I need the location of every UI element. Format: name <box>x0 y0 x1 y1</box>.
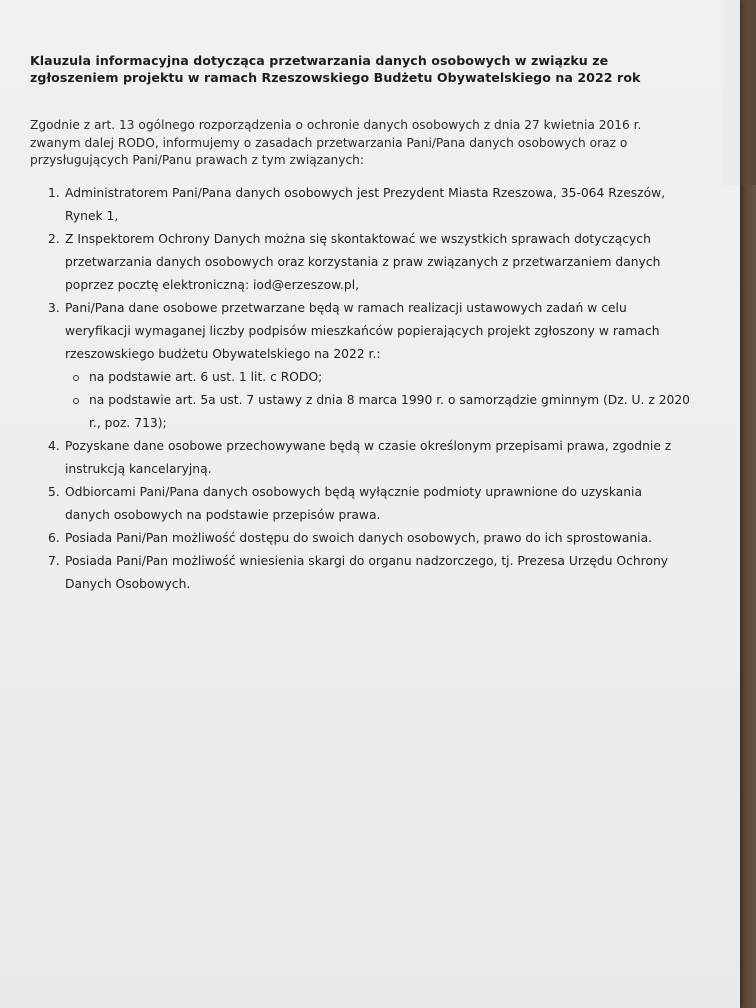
clause-text: Posiada Pani/Pan możliwość wniesienia skargi do organu nadzorczego, tj. Prezesa Urzędu Ochrony Danych Osobowych. <box>65 554 669 591</box>
clause-text: Pani/Pana dane osobowe przetwarzane będą w ramach realizacji ustawowych zadań w celu weryfikacji wymaganej liczby podpisów mieszkańców popierających projekt zgłoszony w ramach rzeszowskiego budżetu Obywatelskiego na 2022 r.: <box>65 301 660 361</box>
legal-basis-text: na podstawie art. 5a ust. 7 ustawy z dnia 8 marca 1990 r. o samorządzie gminnym (Dz. U. z 2020 r., poz. 713); <box>89 393 691 430</box>
clause-number: 5. <box>48 485 60 499</box>
clause-number: 4. <box>48 439 60 453</box>
legal-basis-text: na podstawie art. 6 ust. 1 lit. c RODO; <box>89 370 323 384</box>
clause-text: Posiada Pani/Pan możliwość dostępu do swoich danych osobowych, prawo do ich sprostowania. <box>65 531 653 545</box>
clause-text: Administratorem Pani/Pana danych osobowych jest Prezydent Miasta Rzeszowa, 35-064 Rzeszów, Rynek 1, <box>65 186 666 223</box>
page-edge <box>722 0 740 185</box>
clause-item <box>30 182 690 228</box>
clause-list <box>30 182 690 596</box>
clause-number: 2. <box>48 232 60 246</box>
hollow-bullet-icon <box>73 375 79 381</box>
document-title: Klauzula informacyjna dotycząca przetwarzania danych osobowych w związku ze zgłoszeniem projektu w ramach Rzeszowskiego Budżetu Obywatelskiego na 2022 rok <box>30 53 641 85</box>
clause-item <box>30 228 690 297</box>
clause-number: 1. <box>48 186 60 200</box>
clause-item <box>30 550 690 596</box>
legal-basis-item <box>65 366 690 389</box>
clause-number: 3. <box>48 301 60 315</box>
clause-item <box>30 527 690 550</box>
legal-basis-list <box>65 366 690 435</box>
clause-text: Odbiorcami Pani/Pana danych osobowych będą wyłącznie podmioty uprawnione do uzyskania danych osobowych na podstawie przepisów prawa. <box>65 485 643 522</box>
clause-text: Z Inspektorem Ochrony Danych można się skontaktować we wszystkich sprawach dotyczących przetwarzania danych osobowych oraz korzystania z praw związanych z przetwarzaniem danych poprzez pocztę elektroniczną: iod@erzeszow.pl, <box>65 232 661 292</box>
clause-number: 6. <box>48 531 60 545</box>
clause-text: Pozyskane dane osobowe przechowywane będą w czasie określonym przepisami prawa, zgodnie z instrukcją kancelaryjną. <box>65 439 672 476</box>
intro-paragraph: Zgodnie z art. 13 ogólnego rozporządzenia o ochronie danych osobowych z dnia 27 kwietnia 2016 r. zwanym dalej RODO, informujemy o zasadach przetwarzania Pani/Pana danych osobowych oraz o przysługujących Pani/Panu prawach z tym związanych: <box>30 118 642 167</box>
hollow-bullet-icon <box>73 398 79 404</box>
clause-number: 7. <box>48 554 60 568</box>
clause-item <box>30 297 690 435</box>
legal-basis-item <box>65 389 690 435</box>
clause-item <box>30 481 690 527</box>
clause-item <box>30 435 690 481</box>
